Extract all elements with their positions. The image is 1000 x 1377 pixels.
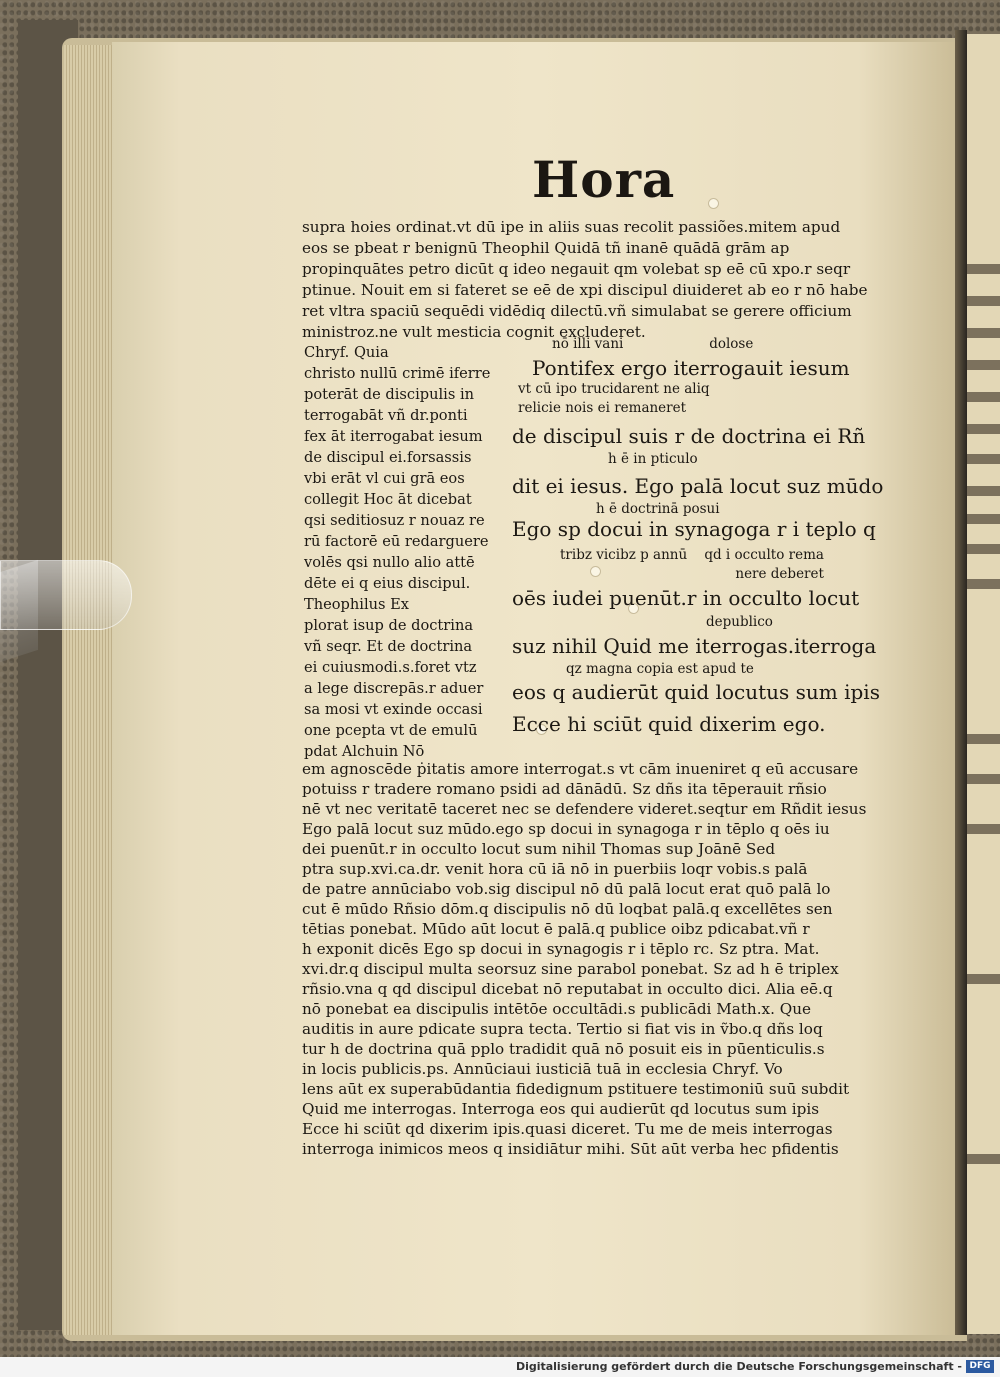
gloss-line: christo nullū crimē iferre	[304, 365, 491, 382]
gloss-line: one pcepta vt de emulū	[304, 722, 478, 739]
dfg-logo: DFG	[966, 1360, 994, 1373]
commentary-line: propinquātes petro dicūt q ideo negauit qm volebat sp eē cū xpo.r seqr	[302, 260, 851, 278]
biblical-line: dit ei iesus. Ego palā locut suz mūdo	[512, 474, 884, 498]
gloss-line: rū factorē eū redarguere	[304, 533, 489, 550]
gloss-line: ei cuiusmodi.s.foret vtz	[304, 659, 477, 676]
commentary-line: tētias ponebat. Mūdo aūt locut ē palā.q publice oibz pdicabat.vñ r	[302, 920, 810, 938]
commentary-line: Quid me interrogas. Interroga eos qui audierūt qd locutus sum ipis	[302, 1100, 820, 1118]
interlinear-gloss: qz magna copia est apud te	[566, 661, 754, 677]
commentary-line: ptra sup.xvi.ca.dr. venit hora cū iā nō in puerbiis loqr vobis.s palā	[302, 860, 808, 878]
commentary-line: de patre annūciabo vob.sig discipul nō dū palā locut erat quō palā lo	[302, 880, 831, 898]
gloss-line: vñ seqr. Et de doctrina	[304, 638, 473, 655]
commentary-line: eos se pbeat r benignū Theophil Quidā tñ inanē quādā grām ap	[302, 239, 790, 257]
gloss-line: poterāt de discipulis in	[304, 386, 475, 403]
commentary-line: auditis in aure pdicate supra tecta. Tertio si fiat vis in ṽbo.q dñs loq	[302, 1020, 823, 1038]
gloss-line: de discipul ei.forsassis	[304, 449, 472, 466]
gloss-line: qsi seditiosuz r nouaz re	[304, 512, 485, 529]
commentary-line: cut ē mūdo Rñsio dōm.q discipulis nō dū loqbat palā.q excellētes sen	[302, 900, 833, 918]
commentary-line: Ecce hi sciūt qd dixerim ipis.quasi diceret. Tu me de meis interrogas	[302, 1120, 833, 1138]
commentary-line: tur h de doctrina quā pplo tradidit quā nō posuit eis in pūenticulis.s	[302, 1040, 825, 1058]
commentary-line: ptinue. Nouit em si fateret se eē de xpi discipul diuideret ab eo r nō habe	[302, 281, 868, 299]
biblical-line: eos q audierūt quid locutus sum ipis	[512, 680, 880, 704]
gloss-line: collegit Hoc āt dicebat	[304, 491, 472, 508]
biblical-line: oēs iudei puenūt.r in occulto locut	[512, 586, 860, 610]
commentary-line: interroga inimicos meos q insidiātur mihi. Sūt aūt verba hec pfidentis	[302, 1140, 839, 1158]
interlinear-gloss: h ē doctrinā posui	[596, 501, 720, 517]
commentary-line: nē vt nec veritatē taceret nec se defendere videret.seqtur em Rñdit iesus	[302, 800, 867, 818]
gloss-line: vbi erāt vl cui grā eos	[304, 470, 465, 487]
commentary-line: ministroz.ne vult mesticia cognit excluderet.	[302, 323, 646, 341]
interlinear-gloss: nō illi vani dolose	[552, 336, 754, 352]
interlinear-gloss: tribz vicibz p annū qd i occulto rema nere deberet	[560, 547, 824, 582]
commentary-line: in locis publicis.ps. Annūciaui iusticiā tuā in ecclesia Chryf. Vo	[302, 1060, 783, 1078]
gloss-line: pdat Alchuin Nō	[304, 743, 425, 760]
commentary-line: rñsio.vna q qd discipul dicebat nō reputabat in occulto dici. Alia eē.q	[302, 980, 833, 998]
biblical-line: Pontifex ergo iterrogauit iesum	[532, 356, 850, 380]
commentary-line: supra hoies ordinat.vt dū ipe in aliis suas recolit passiões.mitem apud	[302, 218, 841, 236]
biblical-line: Ecce hi sciūt quid dixerim ego.	[512, 712, 826, 736]
gloss-line: Theophilus Ex	[304, 596, 410, 613]
page-hole	[708, 198, 719, 209]
book-gutter	[955, 30, 967, 1335]
interlinear-gloss: depublico	[706, 614, 773, 630]
page-heading: Hora	[532, 150, 676, 209]
commentary-line: ret vltra spaciū sequēdi vidēdiq dilectū.vñ simulabat se gerere officium	[302, 302, 852, 320]
gloss-line: volēs qsi nullo alio attē	[304, 554, 475, 571]
interlinear-gloss: vt cū ipo trucidarent ne aliq relicie nois ei remaneret	[518, 381, 710, 416]
gloss-line: Chryf. Quia	[304, 344, 389, 361]
gloss-line: terrogabāt vñ dr.ponti	[304, 407, 468, 424]
page-clamp	[0, 560, 132, 630]
gloss-line: plorat isup de doctrina	[304, 617, 474, 634]
commentary-line: nō ponebat ea discipulis intētōe occultādi.s publicādi Math.x. Que	[302, 1000, 811, 1018]
facing-page-edge	[967, 34, 1000, 1334]
commentary-line: potuiss r tradere romano psidi ad dānādū. Sz dñs ita tēperauit rñsio	[302, 780, 827, 798]
funding-credit: Digitalisierung gefördert durch die Deutsche Forschungsgemeinschaft -	[515, 1360, 962, 1373]
gloss-line: dēte ei q eius discipul.	[304, 575, 471, 592]
gloss-line: a lege discrepās.r aduer	[304, 680, 484, 697]
interlinear-gloss: h ē in pticulo	[608, 451, 698, 467]
biblical-line: de discipul suis r de doctrina ei Rñ	[512, 424, 866, 448]
gloss-line: fex āt iterrogabat iesum	[304, 428, 483, 445]
commentary-line: xvi.dr.q discipul multa seorsuz sine parabol ponebat. Sz ad h ē triplex	[302, 960, 839, 978]
gloss-line: sa mosi vt exinde occasi	[304, 701, 483, 718]
commentary-line: em agnoscēde ṗitatis amore interrogat.s vt cām inueniret q eū accusare	[302, 760, 859, 778]
commentary-line: dei puenūt.r in occulto locut sum nihil Thomas sup Joānē Sed	[302, 840, 776, 858]
commentary-line: lens aūt ex superabūdantia fidedignum pstituere testimoniū suū subdit	[302, 1080, 850, 1098]
commentary-line: h exponit dicēs Ego sp docui in synagogis r i tēplo rc. Sz ptra. Mat.	[302, 940, 820, 958]
biblical-line: Ego sp docui in synagoga r i teplo q	[512, 517, 876, 541]
biblical-line: suz nihil Quid me iterrogas.iterroga	[512, 634, 877, 658]
page-edges	[64, 45, 116, 1335]
commentary-line: Ego palā locut suz mūdo.ego sp docui in synagoga r in tēplo q oēs iu	[302, 820, 830, 838]
